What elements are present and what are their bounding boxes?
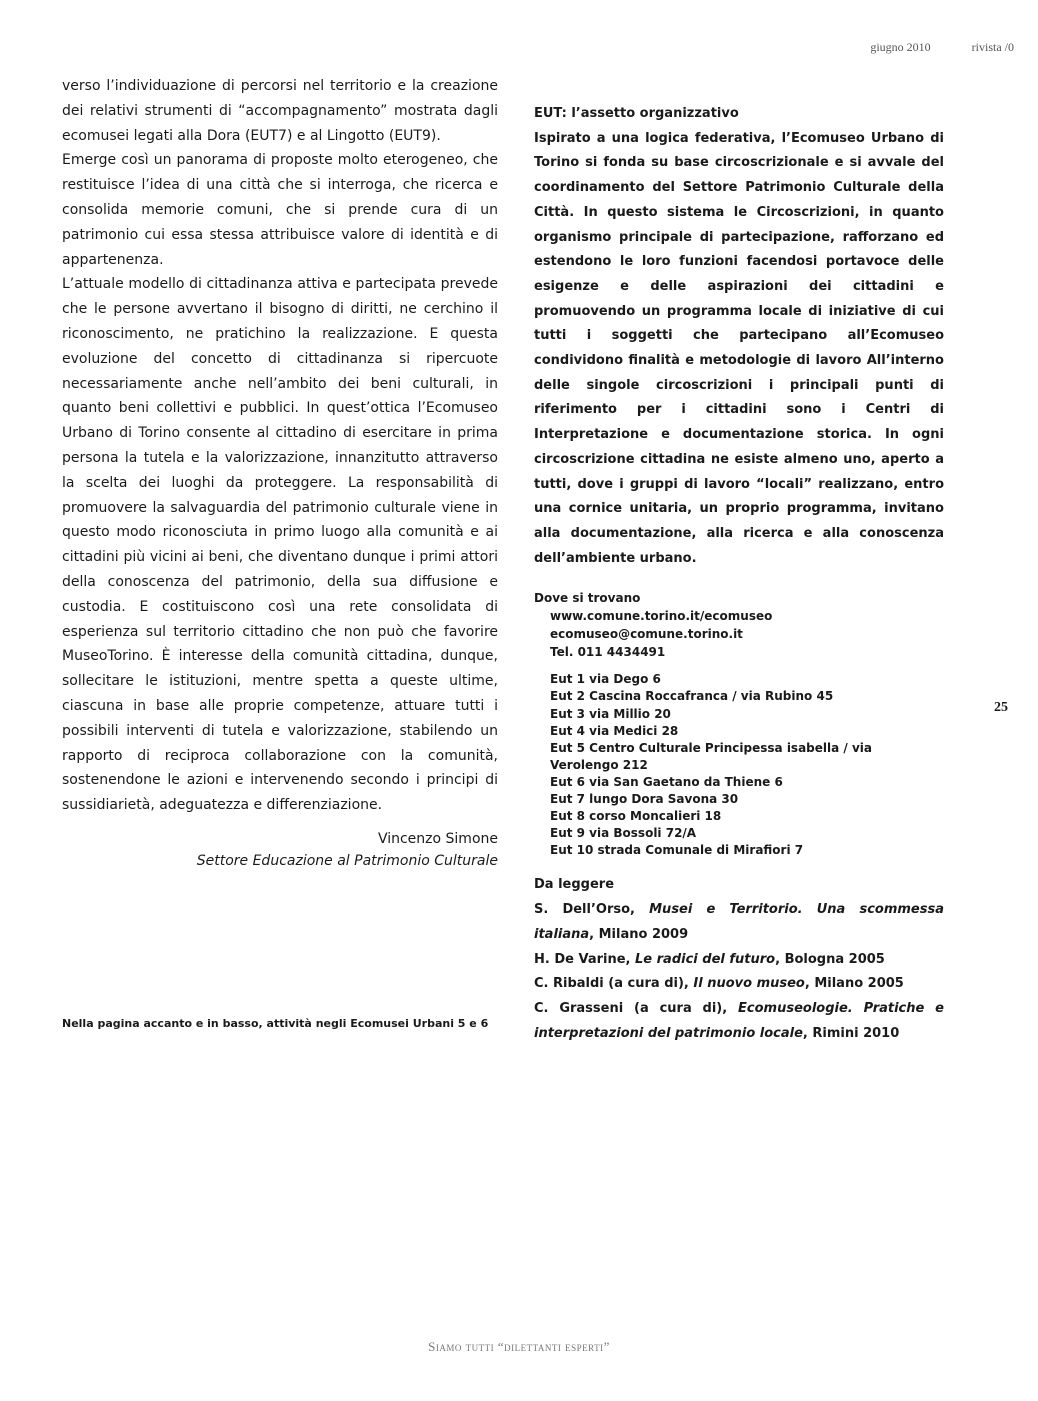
- organization-paragraph: Ispirato a una logica federativa, l’Ecomuseo Urbano di Torino si fonda su base circoscrizionale e si avvale del coordinamento del Settore Patrimonio Culturale della Città. In questo sistema le Circoscrizioni, in quanto organismo principale di partecipazione, rafforzano ed estendono le loro funzioni facendosi portavoce delle esigenze e delle aspirazioni dei cittadini e promuovendo un programma locale di iniziative di cui tutti i soggetti che partecipano all’Ecomuseo condividono finalità e metodologie di lavoro All’interno delle singole circoscrizioni i principali punti di riferimento per i cittadini sono i Centri di Interpretazione e documentazione storica. In ogni circoscrizione cittadina ne esiste almeno uno, aperto a tutti, dove i gruppi di lavoro “locali” realizzano, entro una cornice unitaria, un proprio programma, invitano alla documentazione, alla ricerca e alla conoscenza dell’ambiente urbano.: [534, 130, 944, 566]
- paragraph: verso l’individuazione di percorsi nel territorio e la creazione dei relativi strumenti di “accompagnamento” mostrata dagli ecomusei legati alla Dora (EUT7) e al Lingotto (EUT9).: [62, 78, 498, 144]
- list-item: Eut 8 corso Moncalieri 18: [550, 809, 722, 824]
- reading-item: [534, 997, 944, 1046]
- reading-publisher: , Rimini 2010: [802, 1025, 900, 1041]
- reading-author: H. De Varine,: [534, 951, 636, 967]
- left-column: [62, 74, 498, 872]
- reading-author: C. Grasseni (a cura di),: [534, 1000, 739, 1016]
- locations-section: [534, 589, 944, 661]
- author-name: Vincenzo Simone: [377, 830, 498, 847]
- reading-book-title: Le radici del futuro: [635, 951, 776, 967]
- reading-author: S. Dell’Orso,: [534, 902, 650, 918]
- page-number: 25: [994, 700, 1008, 715]
- list-item: Eut 2 Cascina Roccafranca / via Rubino 45: [550, 689, 834, 704]
- reading-publisher: , Bologna 2005: [775, 951, 885, 967]
- paragraph: Emerge così un panorama di proposte molto eterogeneo, che restituisce l’idea di una città che si interroga, che ricerca e consolida memorie comuni, che si prende cura di un patrimonio cui essa stessa attribuisce valore di identità e di appartenenza.: [62, 152, 498, 268]
- signature: [62, 828, 498, 872]
- list-item: Eut 6 via San Gaetano da Thiene 6: [550, 774, 783, 789]
- reading-item: [534, 948, 944, 973]
- right-column: [534, 102, 944, 1046]
- reading-title: Da leggere: [534, 877, 615, 893]
- reading-item: [534, 898, 944, 947]
- reading-publisher: , Milano 2009: [589, 926, 689, 942]
- section-title: EUT: l’assetto organizzativo: [534, 106, 739, 121]
- email-link[interactable]: ecomuseo@comune.torino.it: [550, 627, 743, 642]
- issue-date: giugno 2010: [870, 40, 931, 54]
- website-link[interactable]: www.comune.torino.it/ecomuseo: [550, 609, 773, 624]
- paragraph: L’attuale modello di cittadinanza attiva e partecipata prevede che le persone avvertano il bisogno di diritti, ne cerchino il riconoscimento, ne pratichino la realizzazione. E questa evoluzione del concetto di cittadinanza si ripercuote necessariamente anche nell’ambito dei beni culturali, in quanto beni collettivi e pubblici. In quest’ottica l’Ecomuseo Urbano di Torino consente al cittadino di esercitare in prima persona la tutela e la valorizzazione, innanzitutto attraverso la scelta dei luoghi da proteggere. La responsabilità di promuovere la salvaguardia del patrimonio culturale viene in questo modo riconosciuta in primo luogo alla comunità e ai cittadini più vicini ai beni, che diventano dunque i primi attori della conoscenza del patrimonio, della sua diffusione e custodia. E costituiscono così una rete consolidata di esperienza sul territorio cittadino che non può che favorire MuseoTorino. È interesse della comunità cittadina, dunque, sollecitare le istituzioni, mentre spetta a queste ultime, ciascuna in base alle proprie competenze, attuare tutti i possibili interventi di tutela e valorizzazione, stabilendo un rapporto di reciproca collaborazione con la comunità, sostenendone le azioni e intervenendo secondo i principi di sussidiarietà, adeguatezza e differenziazione.: [62, 276, 498, 814]
- locations-title: Dove si trovano: [534, 591, 641, 606]
- list-item: Eut 3 via Millio 20: [550, 706, 671, 721]
- list-item: Eut 9 via Bossoli 72/A: [550, 826, 697, 841]
- list-item: Eut 10 strada Comunale di Mirafiori 7: [550, 843, 804, 858]
- reading-book-title: Ecomuseologie. Pratiche e interpretazioni del patrimonio locale: [534, 1000, 944, 1041]
- magazine-name: rivista /0: [971, 40, 1014, 54]
- reading-book-title: Musei e Territorio. Una scommessa italiana: [534, 902, 944, 942]
- eut-list: [534, 671, 944, 859]
- list-item: Eut 4 via Medici 28: [550, 723, 679, 738]
- list-item: Eut 1 via Dego 6: [550, 672, 661, 687]
- page-footer: Siamo tutti “dilettanti esperti”: [428, 1339, 610, 1354]
- list-item: Eut 5 Centro Culturale Principessa isabella / via Verolengo 212: [550, 740, 872, 772]
- reading-section: [534, 873, 944, 1046]
- list-item: Eut 7 lungo Dora Savona 30: [550, 792, 739, 807]
- author-role: Settore Educazione al Patrimonio Culturale: [196, 852, 498, 869]
- reading-item: [534, 972, 944, 997]
- reading-author: C. Ribaldi (a cura di),: [534, 976, 694, 992]
- page-header: [832, 40, 1014, 55]
- reading-book-title: Il nuovo museo: [693, 976, 805, 992]
- photo-caption: Nella pagina accanto e in basso, attività negli Ecomusei Urbani 5 e 6: [62, 1017, 489, 1030]
- reading-publisher: , Milano 2005: [804, 976, 904, 992]
- phone-number: Tel. 011 4434491: [550, 645, 666, 660]
